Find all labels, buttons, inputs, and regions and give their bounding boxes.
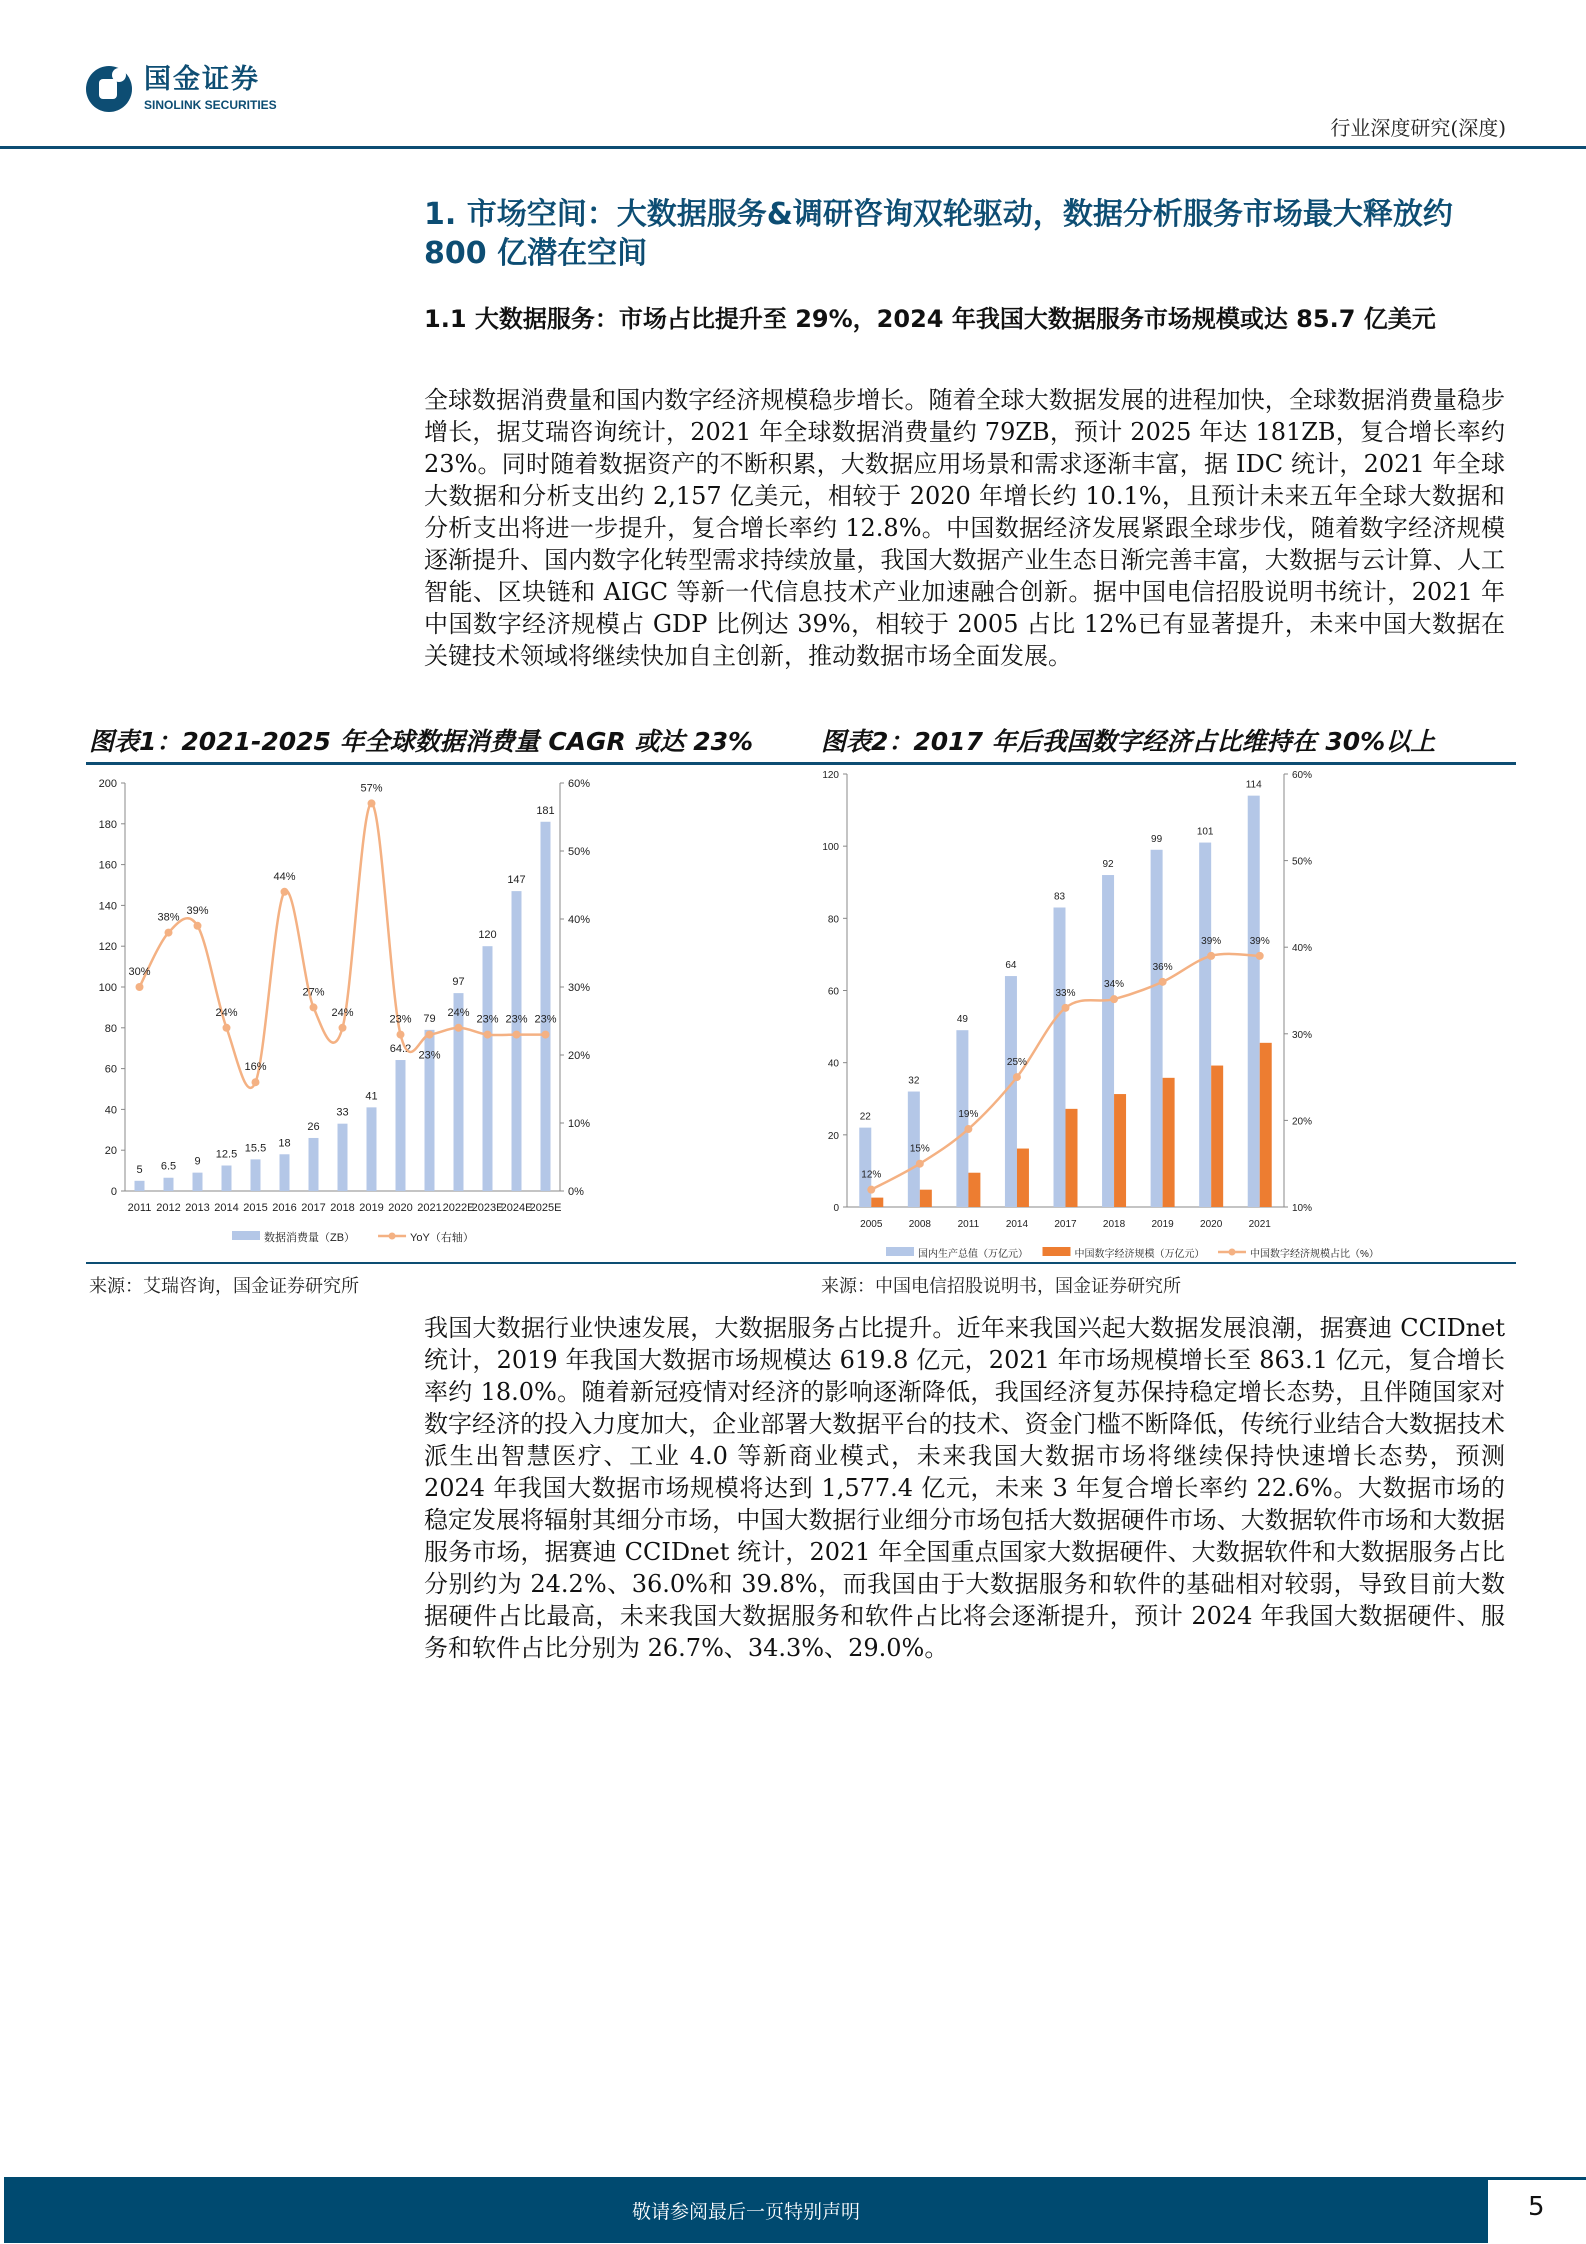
bar xyxy=(1005,976,1017,1207)
x-tick-label: 2011 xyxy=(957,1219,980,1230)
line-label: 24% xyxy=(331,1006,354,1019)
footer-notice: 敬请参阅最后一页特别声明 xyxy=(631,2201,860,2223)
bar xyxy=(280,1154,290,1191)
x-tick-label: 2024E xyxy=(500,1202,533,1214)
bar-label: 12.5 xyxy=(215,1148,238,1161)
bar-label: 64.2 xyxy=(389,1043,412,1056)
bar xyxy=(968,1173,980,1207)
bar-label: 92 xyxy=(1102,859,1114,871)
line-point xyxy=(397,1031,405,1039)
bar-label: 64 xyxy=(1005,960,1017,972)
line-label: 36% xyxy=(1152,961,1173,973)
line-point xyxy=(1110,995,1118,1003)
line-point xyxy=(964,1125,972,1133)
x-tick-label: 2017 xyxy=(1054,1219,1077,1230)
y2-tick-label: 20% xyxy=(568,1050,591,1062)
legend-marker xyxy=(1229,1249,1236,1256)
figure-1-source: 来源：艾瑞咨询，国金证券研究所 xyxy=(89,1276,359,1297)
line-label: 39% xyxy=(1201,935,1222,947)
bar-label: 120 xyxy=(478,929,497,942)
y2-tick-label: 20% xyxy=(1292,1116,1313,1128)
line-label: 27% xyxy=(302,986,325,999)
line-label: 15% xyxy=(909,1143,930,1155)
y-tick-label: 180 xyxy=(98,818,117,831)
y2-tick-label: 30% xyxy=(568,982,591,994)
x-tick-label: 2012 xyxy=(156,1202,181,1214)
line-point xyxy=(1207,952,1215,960)
bar xyxy=(512,891,522,1191)
bar-label: 26 xyxy=(307,1120,320,1133)
bar xyxy=(541,822,551,1191)
y2-tick-label: 10% xyxy=(1292,1203,1313,1214)
line-point xyxy=(252,1078,260,1086)
bar xyxy=(1066,1109,1078,1207)
line-label: 24% xyxy=(215,1006,238,1019)
x-tick-label: 2021 xyxy=(1248,1219,1271,1230)
bar xyxy=(309,1138,319,1191)
line-point xyxy=(455,1024,463,1032)
legend-swatch xyxy=(1043,1247,1071,1256)
bar xyxy=(164,1178,174,1191)
legend-label: 中国数字经济规模（万亿元） xyxy=(1074,1249,1205,1260)
bar-label: 147 xyxy=(507,874,526,887)
header-divider xyxy=(0,146,1586,149)
y2-tick-label: 50% xyxy=(568,846,591,858)
bar xyxy=(251,1159,261,1191)
chart-data-consumption xyxy=(80,766,780,1260)
line-label: 30% xyxy=(128,966,151,978)
bar xyxy=(1151,850,1163,1207)
x-tick-label: 2018 xyxy=(330,1202,355,1214)
bar-label: 101 xyxy=(1196,826,1214,838)
bar xyxy=(920,1190,932,1207)
bar-label: 9 xyxy=(194,1155,201,1168)
legend-marker xyxy=(389,1233,396,1240)
y2-tick-label: 50% xyxy=(1292,856,1313,868)
line-point xyxy=(426,1031,434,1039)
x-tick-label: 2017 xyxy=(301,1202,326,1214)
bar xyxy=(1017,1149,1029,1207)
page-number: 5 xyxy=(1528,2192,1545,2222)
line-point xyxy=(867,1186,875,1194)
bar-label: 18 xyxy=(278,1137,291,1150)
x-tick-label: 2025E xyxy=(529,1202,562,1214)
line-label: 19% xyxy=(958,1109,979,1121)
line-label: 23% xyxy=(476,1013,499,1026)
legend-swatch xyxy=(886,1247,914,1256)
line-point xyxy=(1062,1004,1070,1012)
y-tick-label: 20 xyxy=(827,1130,839,1142)
y2-tick-label: 40% xyxy=(568,914,591,926)
bar xyxy=(1199,843,1211,1207)
x-tick-label: 2019 xyxy=(359,1202,384,1214)
y2-tick-label: 60% xyxy=(1292,770,1313,781)
line-point xyxy=(194,922,202,930)
y-tick-label: 0 xyxy=(110,1186,117,1198)
bar xyxy=(396,1060,406,1191)
line-point xyxy=(339,1024,347,1032)
section-title: 1. 市场空间：大数据服务&调研咨询双轮驱动，数据分析服务市场最大释放约 800 亿潜在空间 xyxy=(424,197,1453,271)
y-tick-label: 140 xyxy=(98,900,117,913)
bar xyxy=(1260,1043,1272,1207)
bar xyxy=(483,946,493,1191)
x-tick-label: 2005 xyxy=(860,1219,883,1230)
logo-en: SINOLINK SECURITIES xyxy=(144,98,277,112)
bar-label: 33 xyxy=(336,1106,349,1119)
y-tick-label: 40 xyxy=(104,1104,117,1117)
x-tick-label: 2023E xyxy=(471,1202,504,1214)
x-tick-label: 2016 xyxy=(272,1202,297,1214)
y-tick-label: 0 xyxy=(833,1203,839,1214)
bar-label: 6.5 xyxy=(160,1160,177,1173)
bar-label: 41 xyxy=(365,1090,378,1103)
line-label: 16% xyxy=(244,1061,267,1074)
line-label: 39% xyxy=(1249,935,1270,947)
y2-tick-label: 60% xyxy=(568,778,591,790)
report-type: 行业深度研究(深度) xyxy=(1330,116,1506,140)
bar-label: 32 xyxy=(908,1075,920,1087)
x-tick-label: 2011 xyxy=(127,1202,152,1214)
bar xyxy=(1248,796,1260,1207)
y-tick-label: 100 xyxy=(98,982,117,994)
subsection-title: 1.1 大数据服务：市场占比提升至 29%，2024 年我国大数据服务市场规模或达 85.7 亿美元 xyxy=(424,305,1436,333)
paragraph-1: 全球数据消费量和国内数字经济规模稳步增长。随着全球大数据发展的进程加快，全球数据消费量稳步增长，据艾瑞咨询统计，2021 年全球数据消费量约 79ZB，预计 2025 年达 181ZB，复合增长率约 23%。同时随着数据资产的不断积累，大数据应用场景和需求逐渐丰富，据 IDC 统计，2021 年全球大数据和分析支出约 2,157 亿美元，相较于 2020 年增长约 10.1%，且预计未来五年全球大数据和分析支出将进一步提升，复合增长率约 12.8%。中国数据经济发展紧跟全球步伐，随着数字经济规模逐渐提升、国内数字化转型需求持续放量，我国大数据产业生态日渐完善丰富，大数据与云计算、人工智能、区块链和 AIGC 等新一代信息技术产业加速融合创新。据中国电信招股说明书统计，2021 年中国数字经济规模占 GDP 比例达 39%，相较于 2005 占比 12%已有显著提升，未来中国大数据在关键技术领域将继续快加自主创新，推动数据市场全面发展。 xyxy=(424,386,1505,670)
footer-bar xyxy=(4,2177,1488,2243)
bar xyxy=(367,1107,377,1191)
legend-swatch xyxy=(232,1231,260,1240)
x-tick-label: 2020 xyxy=(388,1202,413,1214)
bar xyxy=(1211,1066,1223,1207)
bar-label: 49 xyxy=(956,1014,968,1026)
y-tick-label: 80 xyxy=(827,914,839,926)
line-label: 38% xyxy=(157,911,180,924)
line-label: 44% xyxy=(273,870,296,883)
legend-label: 中国数字经济规模占比（%） xyxy=(1250,1249,1379,1260)
bar-label: 5 xyxy=(136,1163,143,1176)
line-label: 23% xyxy=(418,1049,441,1062)
chart-digital-economy xyxy=(800,766,1520,1260)
line-point xyxy=(513,1031,521,1039)
bar xyxy=(859,1128,871,1207)
bar xyxy=(193,1173,203,1191)
figure-top-rule xyxy=(86,762,1516,765)
x-tick-label: 2008 xyxy=(908,1219,931,1230)
figure-2-source: 来源：中国电信招股说明书，国金证券研究所 xyxy=(821,1276,1181,1297)
line-label: 33% xyxy=(1055,987,1076,999)
line-label: 24% xyxy=(447,1006,470,1019)
figure-1-title: 图表1：2021-2025 年全球数据消费量 CAGR 或达 23% xyxy=(89,727,754,756)
x-tick-label: 2014 xyxy=(1005,1219,1029,1230)
bar xyxy=(1114,1094,1126,1207)
logo-cn: 国金证券 xyxy=(144,64,260,95)
bar-label: 15.5 xyxy=(244,1142,267,1155)
line-point xyxy=(484,1031,492,1039)
line-point xyxy=(542,1031,550,1039)
y2-tick-label: 40% xyxy=(1292,943,1313,955)
paragraph-2: 我国大数据行业快速发展，大数据服务占比提升。近年来我国兴起大数据发展浪潮，据赛迪 CCIDnet 统计，2019 年我国大数据市场规模达 619.8 亿元，2021 年市场规模增长至 863.1 亿元，复合增长率约 18.0%。随着新冠疫情对经济的影响逐渐降低，我国经济复苏保持稳定增长态势，且伴随国家对数字经济的投入力度加大，企业部署大数据平台的技术、资金门槛不断降低，传统行业结合大数据技术派生出智慧医疗、工业 4.0 等新商业模式，未来我国大数据市场将继续保持快速增长态势，预测 2024 年我国大数据市场规模将达到 1,577.4 亿元，未来 3 年复合增长率约 22.6%。大数据市场的稳定发展将辐射其细分市场，中国大数据行业细分市场包括大数据硬件市场、大数据软件市场和大数据服务市场，据赛迪 CCIDnet 统计，2021 年全国重点国家大数据硬件、大数据软件和大数据服务占比分别约为 24.2%、36.0%和 39.8%，而我国由于大数据服务和软件的基础相对较弱，导致目前大数据硬件占比最高，未来我国大数据服务和软件占比将会逐渐提升，预计 2024 年我国大数据硬件、服务和软件占比分别为 26.7%、34.3%、29.0%。 xyxy=(424,1314,1505,1662)
figure-2-title: 图表2：2017 年后我国数字经济占比维持在 30%以上 xyxy=(821,727,1436,756)
bar-label: 79 xyxy=(423,1012,436,1025)
bar-label: 99 xyxy=(1151,833,1163,845)
bar-label: 114 xyxy=(1245,779,1262,791)
bar xyxy=(222,1166,232,1192)
y-tick-label: 40 xyxy=(827,1058,839,1070)
bar xyxy=(1054,908,1066,1207)
bar-label: 181 xyxy=(536,804,555,817)
line-label: 57% xyxy=(360,782,383,795)
line-label: 23% xyxy=(534,1013,557,1026)
line-point xyxy=(136,983,144,991)
y-tick-label: 120 xyxy=(822,770,839,781)
bar xyxy=(454,993,464,1191)
line-point xyxy=(310,1003,318,1011)
x-tick-label: 2013 xyxy=(185,1202,210,1214)
x-tick-label: 2018 xyxy=(1102,1219,1126,1230)
line-label: 23% xyxy=(505,1013,528,1026)
y-tick-label: 200 xyxy=(98,778,117,790)
line-label: 25% xyxy=(1006,1057,1027,1069)
y2-tick-label: 30% xyxy=(1292,1029,1313,1041)
legend-label: YoY（右轴） xyxy=(410,1232,474,1244)
line-point xyxy=(368,799,376,807)
y-tick-label: 60 xyxy=(104,1063,117,1076)
bar-label: 83 xyxy=(1053,891,1066,903)
y-tick-label: 120 xyxy=(98,941,117,954)
x-tick-label: 2020 xyxy=(1200,1219,1223,1230)
line-point xyxy=(1013,1073,1021,1081)
x-tick-label: 2014 xyxy=(214,1202,239,1214)
line-point xyxy=(223,1024,231,1032)
footer-rule xyxy=(1488,2177,1586,2180)
line-point xyxy=(165,929,173,937)
bar xyxy=(135,1181,145,1191)
line-point xyxy=(1159,978,1167,986)
logo-mark-icon xyxy=(86,66,132,112)
x-tick-label: 2015 xyxy=(243,1202,268,1214)
line-label: 39% xyxy=(186,904,209,917)
line-point xyxy=(281,888,289,896)
bar xyxy=(1163,1078,1175,1207)
line-label: 34% xyxy=(1104,979,1125,991)
y2-tick-label: 0% xyxy=(568,1186,584,1198)
line-point xyxy=(1256,952,1264,960)
bar xyxy=(338,1124,348,1191)
y-tick-label: 60 xyxy=(827,986,839,998)
legend-label: 数据消费量（ZB） xyxy=(264,1232,356,1244)
line-label: 23% xyxy=(389,1013,412,1026)
line-point xyxy=(916,1160,924,1168)
y-tick-label: 80 xyxy=(104,1022,117,1035)
y-tick-label: 100 xyxy=(822,842,839,854)
y-tick-label: 20 xyxy=(104,1145,117,1158)
x-tick-label: 2021 xyxy=(417,1202,442,1214)
figure-bottom-rule xyxy=(86,1262,1516,1264)
line-label: 12% xyxy=(861,1169,882,1181)
x-tick-label: 2019 xyxy=(1151,1219,1174,1230)
x-tick-label: 2022E xyxy=(442,1202,475,1214)
bar-label: 97 xyxy=(452,976,465,989)
y2-tick-label: 10% xyxy=(568,1118,591,1130)
y-tick-label: 160 xyxy=(98,859,117,872)
legend-label: 国内生产总值（万亿元） xyxy=(918,1249,1028,1260)
bar-label: 22 xyxy=(859,1111,871,1123)
sinolink-logo xyxy=(86,64,326,114)
bar xyxy=(1102,875,1114,1207)
bar xyxy=(871,1198,883,1207)
